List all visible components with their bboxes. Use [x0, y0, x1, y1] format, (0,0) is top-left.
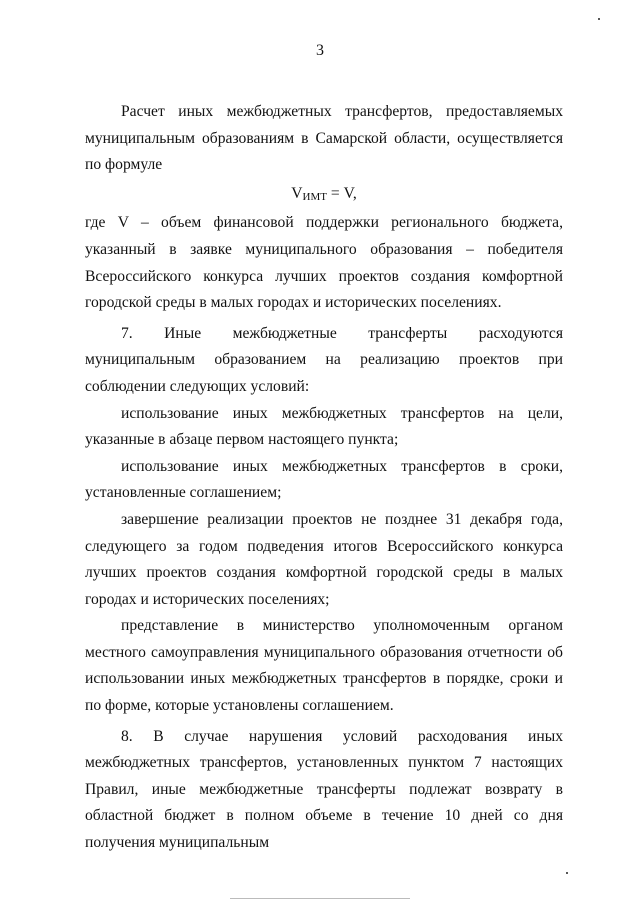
- item-7-paragraph: 7. Иные межбюджетные трансферты расходуются муниципальным образованием на реализацию проектов при соблюдении следующих условий:: [85, 324, 563, 395]
- formula-lhs: V: [291, 184, 303, 202]
- document-body: [85, 99, 563, 857]
- formula: [85, 179, 563, 211]
- formula-rhs: = V,: [326, 184, 357, 202]
- page-number: 3: [316, 42, 324, 59]
- item-8-paragraph: 8. В случае нарушения условий расходования иных межбюджетных трансфертов, установленных пунктом 7 настоящих Правил, иные межбюджетные трансферты подлежат возврату в областной бюджет в полном объеме в течение 10 дней со дня получения муниципальным: [85, 727, 563, 852]
- scan-edge-line: [230, 898, 410, 899]
- formula-subscript: ИМТ: [302, 190, 327, 203]
- condition-item: использование иных межбюджетных трансфертов на цели, указанные в абзаце первом настоящего пункта;: [85, 404, 563, 449]
- definition-paragraph: где V – объем финансовой поддержки регионального бюджета, указанный в заявке муниципального образования – победителя Всероссийского конкурса лучших проектов создания комфортной городской среды в малых городах и исторических поселениях.: [85, 214, 563, 312]
- condition-item: представление в министерство уполномоченным органом местного самоуправления муниципального образования отчетности об использовании иных межбюджетных трансфертов в порядке, сроки и по форме, которые установлены соглашением.: [85, 617, 563, 715]
- condition-item: завершение реализации проектов не позднее 31 декабря года, следующего за годом подведения итогов Всероссийского конкурса лучших проектов создания комфортной городской среды в малых городах и исторических поселениях;: [85, 510, 563, 608]
- scan-dot: [598, 18, 600, 20]
- scan-dot: [566, 872, 568, 874]
- intro-paragraph: Расчет иных межбюджетных трансфертов, предоставляемых муниципальным образованиям в Самарской области, осуществляется по формуле: [85, 103, 563, 174]
- condition-item: использование иных межбюджетных трансфертов в сроки, установленные соглашением;: [85, 457, 563, 502]
